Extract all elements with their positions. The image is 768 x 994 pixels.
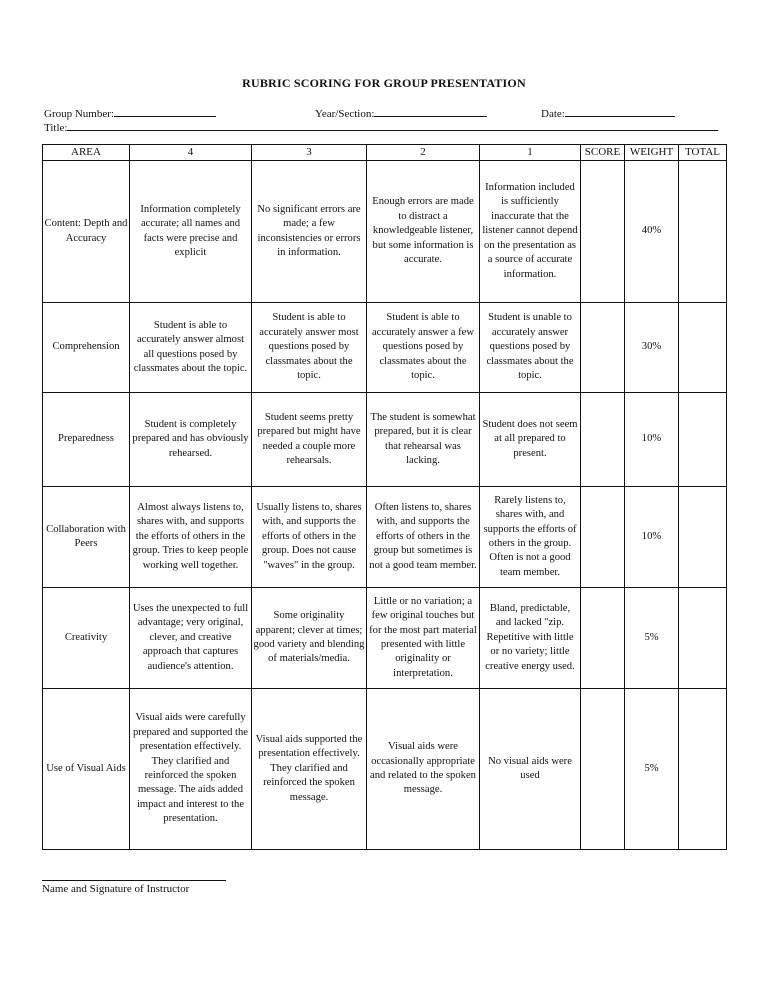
weight-cell: 5%	[625, 689, 679, 850]
criteria-3-cell: Student is able to accurately answer most questions posed by classmates about the topic.	[252, 303, 367, 393]
header-score-2: 2	[367, 145, 480, 161]
header-score-4: 4	[130, 145, 252, 161]
group-number-label: Group Number:	[44, 108, 114, 120]
criteria-1-cell: No visual aids were used	[480, 689, 581, 850]
criteria-3-cell: Usually listens to, shares with, and supports the efforts of others in the group. Does not cause "waves" in the group.	[252, 487, 367, 588]
criteria-1-cell: Student is unable to accurately answer questions posed by classmates about the topic.	[480, 303, 581, 393]
criteria-2-cell: Often listens to, shares with, and supports the efforts of others in the group but sometimes is not a good team member.	[367, 487, 480, 588]
table-row	[43, 487, 727, 588]
header-area: AREA	[43, 145, 130, 161]
weight-cell: 10%	[625, 487, 679, 588]
header-total: TOTAL	[679, 145, 727, 161]
criteria-3-cell: Some originality apparent; clever at times; good variety and blending of materials/media.	[252, 588, 367, 689]
header-score: SCORE	[581, 145, 625, 161]
criteria-2-cell: The student is somewhat prepared, but it is clear that rehearsal was lacking.	[367, 393, 480, 487]
area-cell: Comprehension	[43, 303, 130, 393]
year-section-label: Year/Section:	[315, 108, 375, 120]
weight-cell: 10%	[625, 393, 679, 487]
table-row	[43, 689, 727, 850]
total-cell[interactable]	[679, 393, 727, 487]
criteria-3-cell: Visual aids supported the presentation effectively. They clarified and reinforced the spoken message.	[252, 689, 367, 850]
criteria-1-cell: Rarely listens to, shares with, and supports the efforts of others in the group. Often is not a good team member.	[480, 487, 581, 588]
criteria-2-cell: Enough errors are made to distract a knowledgeable listener, but some information is accurate.	[367, 161, 480, 303]
weight-cell: 5%	[625, 588, 679, 689]
weight-cell: 30%	[625, 303, 679, 393]
criteria-4-cell: Student is able to accurately answer almost all questions posed by classmates about the topic.	[130, 303, 252, 393]
table-row	[43, 303, 727, 393]
header-score-3: 3	[252, 145, 367, 161]
rubric-table	[42, 144, 727, 850]
total-cell[interactable]	[679, 303, 727, 393]
criteria-4-cell: Information completely accurate; all names and facts were precise and explicit	[130, 161, 252, 303]
table-row	[43, 393, 727, 487]
criteria-1-cell: Information included is sufficiently inaccurate that the listener cannot depend on the presentation as a source of accurate information.	[480, 161, 581, 303]
date-label: Date:	[541, 108, 565, 120]
year-section-line[interactable]	[374, 106, 487, 117]
criteria-2-cell: Visual aids were occasionally appropriate and related to the spoken message.	[367, 689, 480, 850]
title-line[interactable]	[67, 120, 718, 131]
table-row	[43, 588, 727, 689]
area-cell: Collaboration with Peers	[43, 487, 130, 588]
total-cell[interactable]	[679, 161, 727, 303]
total-cell[interactable]	[679, 588, 727, 689]
area-cell: Use of Visual Aids	[43, 689, 130, 850]
document-title: RUBRIC SCORING FOR GROUP PRESENTATION	[242, 76, 526, 90]
score-cell[interactable]	[581, 588, 625, 689]
score-cell[interactable]	[581, 161, 625, 303]
score-cell[interactable]	[581, 393, 625, 487]
criteria-4-cell: Student is completely prepared and has obviously rehearsed.	[130, 393, 252, 487]
score-cell[interactable]	[581, 303, 625, 393]
criteria-2-cell: Student is able to accurately answer a few questions posed by classmates about the topic.	[367, 303, 480, 393]
criteria-4-cell: Uses the unexpected to full advantage; very original, clever, and creative approach that captures audience's attention.	[130, 588, 252, 689]
group-number-field	[44, 106, 216, 120]
area-cell: Preparedness	[43, 393, 130, 487]
total-cell[interactable]	[679, 487, 727, 588]
signature-line[interactable]	[42, 880, 226, 881]
criteria-2-cell: Little or no variation; a few original touches but for the most part material presented with little originality or interpretation.	[367, 588, 480, 689]
group-number-line[interactable]	[114, 106, 216, 117]
signature-label: Name and Signature of Instructor	[42, 883, 190, 895]
criteria-3-cell: Student seems pretty prepared but might have needed a couple more rehearsals.	[252, 393, 367, 487]
area-cell: Creativity	[43, 588, 130, 689]
score-cell[interactable]	[581, 487, 625, 588]
title-field	[44, 120, 718, 134]
weight-cell: 40%	[625, 161, 679, 303]
title-label: Title:	[44, 122, 68, 134]
criteria-3-cell: No significant errors are made; a few inconsistencies or errors in information.	[252, 161, 367, 303]
date-field	[541, 106, 675, 120]
year-section-field	[315, 106, 487, 120]
score-cell[interactable]	[581, 689, 625, 850]
criteria-1-cell: Student does not seem at all prepared to present.	[480, 393, 581, 487]
header-row	[43, 145, 727, 161]
header-score-1: 1	[480, 145, 581, 161]
area-cell: Content: Depth and Accuracy	[43, 161, 130, 303]
criteria-4-cell: Visual aids were carefully prepared and supported the presentation effectively. They clarified and reinforced the spoken message. The aids added impact and interest to the presentation.	[130, 689, 252, 850]
date-line[interactable]	[565, 106, 675, 117]
table-row	[43, 161, 727, 303]
criteria-1-cell: Bland, predictable, and lacked "zip. Repetitive with little or no variety; little creative energy used.	[480, 588, 581, 689]
total-cell[interactable]	[679, 689, 727, 850]
header-weight: WEIGHT	[625, 145, 679, 161]
criteria-4-cell: Almost always listens to, shares with, and supports the efforts of others in the group. Tries to keep people working well together.	[130, 487, 252, 588]
